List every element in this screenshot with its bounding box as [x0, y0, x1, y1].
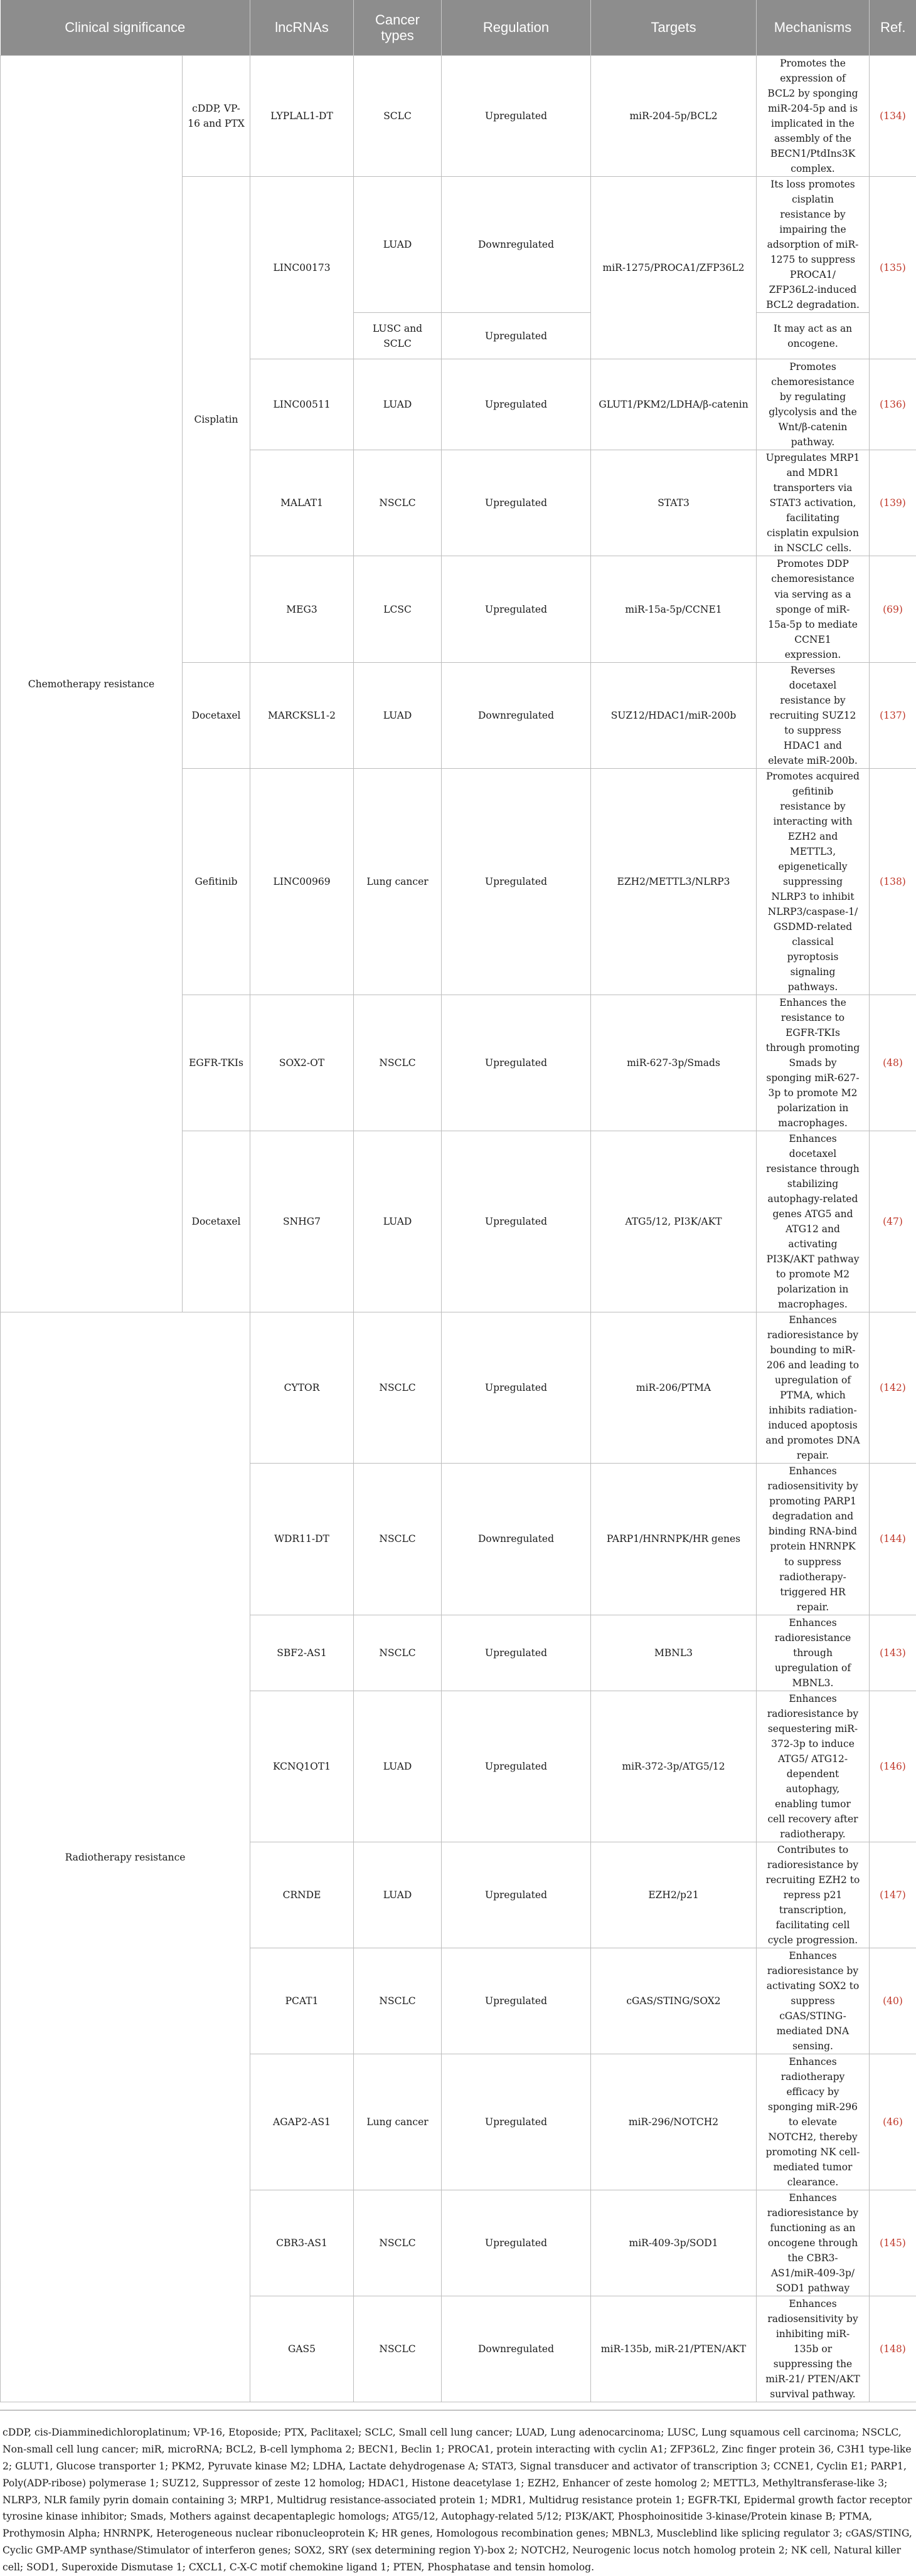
- cancer-type-cell: NSCLC: [354, 2296, 442, 2402]
- ref-cell: (137): [870, 662, 916, 768]
- regulation-cell: Upregulated: [442, 2054, 591, 2190]
- target-cell: SUZ12/HDAC1/miR-200b: [591, 662, 757, 768]
- lncrna-cell: MARCKSL1-2: [250, 662, 354, 768]
- cancer-type-cell: LUAD: [354, 662, 442, 768]
- ref-cell: (40): [870, 1948, 916, 2054]
- ref-cell: (145): [870, 2190, 916, 2296]
- target-cell: miR-135b, miR-21/PTEN/AKT: [591, 2296, 757, 2402]
- ref-cell: (146): [870, 1691, 916, 1842]
- ref-cell: (47): [870, 1131, 916, 1312]
- ref-cell: (143): [870, 1615, 916, 1691]
- lncrna-cell: AGAP2-AS1: [250, 2054, 354, 2190]
- target-cell: STAT3: [591, 450, 757, 556]
- header-cancer-types: Cancer types: [354, 0, 442, 56]
- cancer-type-cell: LUAD: [354, 177, 442, 313]
- target-cell: EZH2/p21: [591, 1842, 757, 1948]
- target-cell: miR-296/NOTCH2: [591, 2054, 757, 2190]
- cancer-type-cell: NSCLC: [354, 1312, 442, 1464]
- cancer-type-cell: Lung cancer: [354, 2054, 442, 2190]
- target-cell: miR-206/PTMA: [591, 1312, 757, 1464]
- ref-cell: (144): [870, 1464, 916, 1615]
- regulation-cell: Upregulated: [442, 1312, 591, 1464]
- lncrna-cell: LINC00969: [250, 768, 354, 995]
- mechanism-cell: Enhances docetaxel resistance through stabilizing autophagy-related genes ATG5 and ATG12 and activating PI3K/AKT pathway to promote M2 polarization in macrophages.: [757, 1131, 870, 1312]
- cancer-type-cell: LUAD: [354, 1131, 442, 1312]
- regulation-cell: Upregulated: [442, 1948, 591, 2054]
- lncrna-cell: MALAT1: [250, 450, 354, 556]
- lncrna-cell: WDR11-DT: [250, 1464, 354, 1615]
- ref-cell: (135): [870, 177, 916, 359]
- target-cell: miR-372-3p/ATG5/12: [591, 1691, 757, 1842]
- table-row: [1, 1312, 916, 1464]
- lncrna-cell: SNHG7: [250, 1131, 354, 1312]
- cancer-type-cell: NSCLC: [354, 1464, 442, 1615]
- mechanism-cell: Enhances the resistance to EGFR-TKIs through promoting Smads by sponging miR-627-3p to promote M2 polarization in macrophages.: [757, 995, 870, 1131]
- mechanism-cell: Promotes acquired gefitinib resistance by interacting with EZH2 and METTL3, epigenetically suppressing NLRP3 to inhibit NLRP3/caspase-1/ GSDMD-related classical pyroptosis signaling pathways.: [757, 768, 870, 995]
- ref-cell: (147): [870, 1842, 916, 1948]
- mechanism-cell: Enhances radiosensitivity by inhibiting miR-135b or suppressing the miR-21/ PTEN/AKT survival pathway.: [757, 2296, 870, 2402]
- lncrna-cell: LINC00511: [250, 359, 354, 450]
- regulation-cell: Downregulated: [442, 1464, 591, 1615]
- regulation-cell: Upregulated: [442, 1842, 591, 1948]
- mechanism-cell: Its loss promotes cisplatin resistance by impairing the adsorption of miR-1275 to suppress PROCA1/ ZFP36L2-induced BCL2 degradation.: [757, 177, 870, 313]
- target-cell: miR-409-3p/SOD1: [591, 2190, 757, 2296]
- regulation-cell: Upregulated: [442, 1615, 591, 1691]
- ref-cell: (136): [870, 359, 916, 450]
- cancer-type-cell: SCLC: [354, 56, 442, 177]
- ref-cell: (138): [870, 768, 916, 995]
- mechanism-cell: Reverses docetaxel resistance by recruiting SUZ12 to suppress HDAC1 and elevate miR-200b.: [757, 662, 870, 768]
- header-row: [1, 0, 916, 56]
- lncrna-cell: LYPLAL1-DT: [250, 56, 354, 177]
- drug-cell: cDDP, VP-16 and PTX: [183, 56, 250, 177]
- cancer-type-cell: LUAD: [354, 1691, 442, 1842]
- header-regulation: Regulation: [442, 0, 591, 56]
- target-cell: miR-627-3p/Smads: [591, 995, 757, 1131]
- mechanism-cell: Enhances radiosensitivity by promoting PARP1 degradation and binding RNA-bind protein HNRNPK to suppress radiotherapy-triggered HR repair.: [757, 1464, 870, 1615]
- lncrna-cell: CBR3-AS1: [250, 2190, 354, 2296]
- cancer-type-cell: NSCLC: [354, 450, 442, 556]
- target-cell: GLUT1/PKM2/LDHA/β-catenin: [591, 359, 757, 450]
- cancer-type-cell: Lung cancer: [354, 768, 442, 995]
- mechanism-cell: Enhances radioresistance by functioning as an oncogene through the CBR3-AS1/miR-409-3p/ SOD1 pathway: [757, 2190, 870, 2296]
- regulation-cell: Upregulated: [442, 2190, 591, 2296]
- group-chemotherapy-resistance: Chemotherapy resistance: [1, 56, 183, 1312]
- drug-cell: Docetaxel: [183, 662, 250, 768]
- mechanism-cell: Upregulates MRP1 and MDR1 transporters via STAT3 activation, facilitating cisplatin expulsion in NSCLC cells.: [757, 450, 870, 556]
- ref-cell: (46): [870, 2054, 916, 2190]
- lncrna-cell: CRNDE: [250, 1842, 354, 1948]
- cancer-type-cell: NSCLC: [354, 2190, 442, 2296]
- target-cell: MBNL3: [591, 1615, 757, 1691]
- target-cell: miR-1275/PROCA1/ZFP36L2: [591, 177, 757, 359]
- ref-cell: (134): [870, 56, 916, 177]
- target-cell: miR-204-5p/BCL2: [591, 56, 757, 177]
- drug-cell: Gefitinib: [183, 768, 250, 995]
- cancer-type-cell: NSCLC: [354, 1615, 442, 1691]
- regulation-cell: Upregulated: [442, 1131, 591, 1312]
- group-radiotherapy-resistance: Radiotherapy resistance: [1, 1312, 250, 2402]
- lncrna-cell: KCNQ1OT1: [250, 1691, 354, 1842]
- abbreviations-footnote: cDDP, cis-Diamminedichloroplatinum; VP-16, Etoposide; PTX, Paclitaxel; SCLC, Small cell lung cancer; LUAD, Lung adenocarcinoma; LUSC, Lung squamous cell carcinoma; NSCLC, Non-small cell lung cancer; miR, microRNA; BCL2, B-cell lymphoma 2; BECN1, Beclin 1; PROCA1, protein interacting with cyclin A1; ZFP36L2, Zinc finger protein 36, C3H1 type-like 2; GLUT1, Glucose transporter 1; PKM2, Pyruvate kinase M2; LDHA, Lactate dehydrogenase A; STAT3, Signal transducer and activator of transcription 3; CCNE1, Cyclin E1; PARP1, Poly(ADP-ribose) polymerase 1; SUZ12, Suppressor of zeste 12 homolog; HDAC1, Histone deacetylase 1; EZH2, Enhancer of zeste homolog 2; METTL3, Methyltransferase-like 3; NLRP3, NLR family pyrin domain containing 3; MRP1, Multidrug resistance-associated protein 1; MDR1, Multidrug resistance protein 1; EGFR-TKI, Epidermal growth factor receptor tyrosine kinase inhibitor; Smads, Mothers against decapentaplegic homologs; ATG5/12, Autophagy-related 5/12; PI3K/AKT, Phosphoinositide 3-kinase/Protein kinase B; PTMA, Prothymosin Alpha; HNRNPK, Heterogeneous nuclear ribonucleoprotein K; HR genes, Homologous recombination genes; MBNL3, Muscleblind like splicing regulator 3; cGAS/STING, Cyclic GMP-AMP synthase/Stimulator of interferon genes; SOX2, SRY (sex determining region Y)-box 2; NOTCH2, Neurogenic locus notch homolog protein 2; NK cell, Natural killer cell; SOD1, Superoxide Dismutase 1; CXCL1, C-X-C motif chemokine ligand 1; PTEN, Phosphatase and tensin homolog.: [0, 2410, 916, 2575]
- cancer-type-cell: LUAD: [354, 1842, 442, 1948]
- ref-cell: (148): [870, 2296, 916, 2402]
- header-clinical-significance: Clinical significance: [1, 0, 250, 56]
- header-targets: Targets: [591, 0, 757, 56]
- target-cell: cGAS/STING/SOX2: [591, 1948, 757, 2054]
- regulation-cell: Upregulated: [442, 450, 591, 556]
- header-mechanisms: Mechanisms: [757, 0, 870, 56]
- mechanism-cell: Promotes the expression of BCL2 by sponging miR-204-5p and is implicated in the assembly of the BECN1/PtdIns3K complex.: [757, 56, 870, 177]
- drug-cell: Docetaxel: [183, 1131, 250, 1312]
- mechanism-cell: Enhances radioresistance by bounding to miR-206 and leading to upregulation of PTMA, which inhibits radiation-induced apoptosis and promotes DNA repair.: [757, 1312, 870, 1464]
- ref-cell: (48): [870, 995, 916, 1131]
- regulation-cell: Upregulated: [442, 768, 591, 995]
- ref-cell: (69): [870, 556, 916, 662]
- regulation-cell: Downregulated: [442, 177, 591, 313]
- mechanism-cell: Enhances radioresistance by activating SOX2 to suppress cGAS/STING-mediated DNA sensing.: [757, 1948, 870, 2054]
- lncrna-cell: CYTOR: [250, 1312, 354, 1464]
- regulation-cell: Upregulated: [442, 995, 591, 1131]
- regulation-cell: Upregulated: [442, 556, 591, 662]
- lncrna-cell: SBF2-AS1: [250, 1615, 354, 1691]
- target-cell: EZH2/METTL3/NLRP3: [591, 768, 757, 995]
- mechanism-cell: Enhances radioresistance by sequestering miR-372-3p to induce ATG5/ ATG12-dependent autophagy, enabling tumor cell recovery after radiotherapy.: [757, 1691, 870, 1842]
- table-row: [1, 56, 916, 177]
- lncrna-cell: MEG3: [250, 556, 354, 662]
- drug-cell: EGFR-TKIs: [183, 995, 250, 1131]
- lncrna-cell: PCAT1: [250, 1948, 354, 2054]
- lncrna-cell: GAS5: [250, 2296, 354, 2402]
- regulation-cell: Downregulated: [442, 662, 591, 768]
- mechanism-cell: Contributes to radioresistance by recruiting EZH2 to repress p21 transcription, facilitating cell cycle progression.: [757, 1842, 870, 1948]
- mechanism-cell: It may act as an oncogene.: [757, 313, 870, 359]
- cancer-type-cell: LUAD: [354, 359, 442, 450]
- mechanism-cell: Enhances radioresistance through upregulation of MBNL3.: [757, 1615, 870, 1691]
- mechanism-cell: Promotes DDP chemoresistance via serving as a sponge of miR-15a-5p to mediate CCNE1 expression.: [757, 556, 870, 662]
- lncrna-cell: SOX2-OT: [250, 995, 354, 1131]
- cancer-type-cell: LCSC: [354, 556, 442, 662]
- regulation-cell: Upregulated: [442, 313, 591, 359]
- header-lncrnas: lncRNAs: [250, 0, 354, 56]
- cancer-type-cell: NSCLC: [354, 995, 442, 1131]
- regulation-cell: Upregulated: [442, 56, 591, 177]
- regulation-cell: Upregulated: [442, 359, 591, 450]
- drug-cell: Cisplatin: [183, 177, 250, 662]
- lncrna-cell: LINC00173: [250, 177, 354, 359]
- cancer-type-cell: LUSC and SCLC: [354, 313, 442, 359]
- mechanism-cell: Enhances radiotherapy efficacy by sponging miR-296 to elevate NOTCH2, thereby promoting NK cell-mediated tumor clearance.: [757, 2054, 870, 2190]
- target-cell: PARP1/HNRNPK/HR genes: [591, 1464, 757, 1615]
- ref-cell: (142): [870, 1312, 916, 1464]
- regulation-cell: Downregulated: [442, 2296, 591, 2402]
- ref-cell: (139): [870, 450, 916, 556]
- header-ref: Ref.: [870, 0, 916, 56]
- regulation-cell: Upregulated: [442, 1691, 591, 1842]
- cancer-type-cell: NSCLC: [354, 1948, 442, 2054]
- target-cell: miR-15a-5p/CCNE1: [591, 556, 757, 662]
- mechanism-cell: Promotes chemoresistance by regulating glycolysis and the Wnt/β-catenin pathway.: [757, 359, 870, 450]
- target-cell: ATG5/12, PI3K/AKT: [591, 1131, 757, 1312]
